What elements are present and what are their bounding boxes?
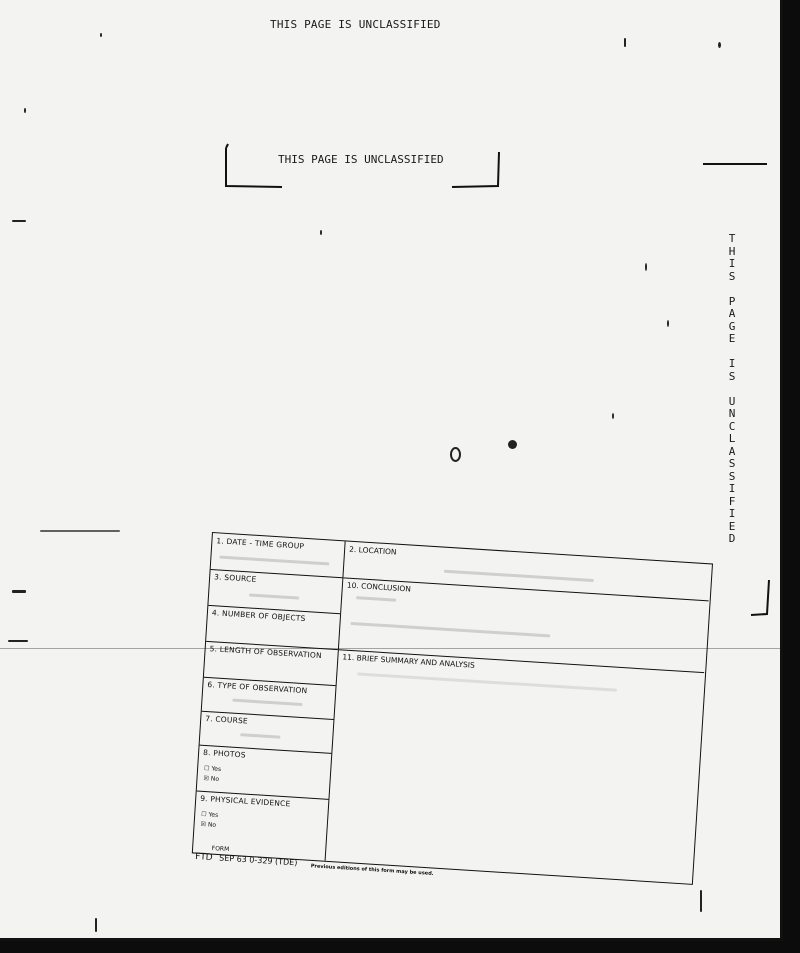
scan-speck (612, 413, 614, 419)
side-stamp-char: C (728, 419, 736, 433)
evidence-no-option: ☒ No (200, 820, 217, 829)
scan-speck (508, 440, 517, 449)
field-label: 6. TYPE OF OBSERVATION (207, 680, 308, 696)
scan-speck (645, 263, 647, 271)
side-stamp-char: I (728, 507, 736, 520)
side-stamp-char: S (728, 469, 736, 483)
field-brief-summary (326, 649, 705, 884)
side-stamp-char: S (728, 369, 736, 383)
photos-no-option: ☒ No (203, 774, 220, 783)
ftd-label: FTD (194, 851, 213, 864)
side-stamp-char: T (728, 232, 736, 245)
scan-speck (450, 447, 461, 462)
evidence-yes-option: ☐ Yes (201, 810, 219, 819)
field-label: 11. BRIEF SUMMARY AND ANALYSIS (342, 652, 476, 670)
scan-speck (12, 590, 26, 593)
field-label: 3. SOURCE (213, 572, 257, 584)
faded-entry (356, 596, 396, 602)
side-stamp-char: U (728, 394, 736, 408)
scan-speck (24, 108, 26, 113)
side-stamp-char: F (728, 494, 736, 508)
field-label: 8. PHOTOS (202, 747, 246, 760)
scan-speck (100, 33, 102, 37)
field-label: 7. COURSE (204, 713, 249, 726)
top-classification-stamp: THIS PAGE IS UNCLASSIFIED (270, 18, 441, 31)
boxed-stamp-text: THIS PAGE IS UNCLASSIFIED (278, 153, 444, 166)
side-stamp-char: E (728, 519, 736, 533)
field-label: 10. CONCLUSION (346, 580, 412, 594)
field-label: 2. LOCATION (348, 544, 397, 557)
form-number: SEP 63 0-329 (TDE) (218, 853, 298, 868)
side-stamp-char: I (728, 257, 736, 270)
side-stamp-char: E (728, 332, 736, 345)
scan-border-bottom (0, 941, 800, 953)
field-label: 9. PHYSICAL EVIDENCE (199, 793, 291, 809)
form-left-column (193, 533, 346, 864)
side-stamp-bracket (695, 160, 783, 620)
faded-entry (232, 699, 302, 706)
side-stamp-char: A (728, 444, 736, 458)
form-word: FORM (211, 845, 230, 854)
photos-yes-option: ☐ Yes (203, 764, 222, 774)
scan-speck (718, 42, 721, 48)
side-stamp-char: D (728, 532, 736, 545)
side-stamp-char: L (728, 432, 736, 445)
side-stamp-char: S (728, 457, 736, 470)
scan-speck (667, 320, 669, 327)
scan-speck (8, 640, 28, 642)
faded-entry (350, 622, 550, 638)
side-stamp-char: I (728, 357, 736, 370)
faded-entry (444, 570, 594, 582)
boxed-classification-stamp (222, 140, 500, 188)
scan-speck (95, 918, 97, 932)
project-record-card (192, 532, 713, 885)
faded-entry (219, 556, 329, 566)
previous-editions-note: Previous editions of this form may be used. (310, 863, 434, 877)
field-label: 4. NUMBER OF OBJECTS (211, 608, 306, 624)
faded-entry (240, 733, 280, 739)
scan-speck (624, 38, 626, 47)
scan-speck (12, 220, 26, 222)
side-stamp-char: A (728, 307, 736, 320)
field-label: 5. LENGTH OF OBSERVATION (209, 644, 323, 661)
side-stamp-char: I (728, 482, 736, 495)
faded-entry (249, 593, 299, 599)
scan-border-right (783, 0, 800, 953)
side-stamp-char: G (728, 319, 736, 333)
side-stamp-char: N (728, 407, 736, 420)
field-label: 1. DATE - TIME GROUP (216, 536, 305, 551)
scan-speck (320, 230, 322, 235)
scan-speck (700, 890, 702, 912)
scan-speck (40, 530, 120, 532)
side-stamp-char: P (728, 294, 736, 308)
side-stamp-char: H (728, 244, 736, 258)
side-stamp-char: S (728, 269, 736, 283)
faded-entry (357, 672, 617, 691)
